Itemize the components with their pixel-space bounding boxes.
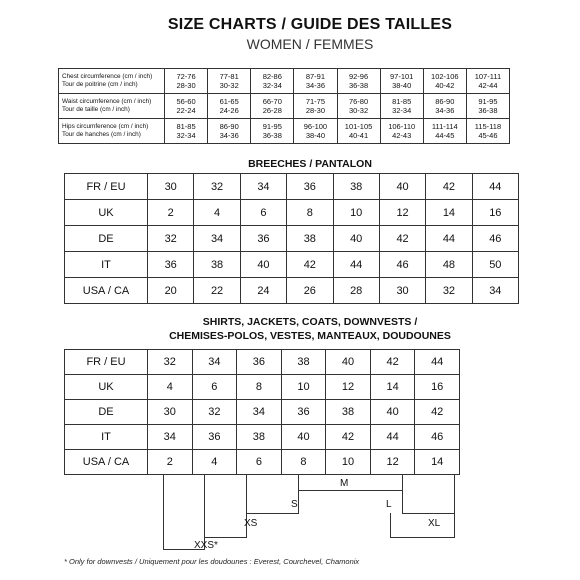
size-cell: 40 xyxy=(379,174,425,200)
size-cell: 34 xyxy=(148,425,193,450)
size-cell: 8 xyxy=(237,375,282,400)
size-system-label: IT xyxy=(65,252,148,278)
size-cell: 16 xyxy=(472,200,518,226)
size-cell: 42 xyxy=(426,174,472,200)
size-cell: 32 xyxy=(148,226,194,252)
measure-cell xyxy=(165,119,208,144)
size-cell: 14 xyxy=(370,375,415,400)
size-cell: 38 xyxy=(237,425,282,450)
measure-cell xyxy=(208,94,251,119)
measure-cm: 92-96 xyxy=(348,72,369,81)
size-cell: 42 xyxy=(287,252,333,278)
measure-cm: 77-81 xyxy=(219,72,239,81)
measure-cell xyxy=(251,94,294,119)
measure-label-fr: Tour de hanches (cm / inch) xyxy=(62,131,141,138)
size-cell: 40 xyxy=(281,425,326,450)
measure-cell xyxy=(294,119,337,144)
size-row xyxy=(65,350,460,375)
size-system-label: UK xyxy=(65,200,148,226)
size-cell: 22 xyxy=(194,278,240,304)
measure-cm: 91-95 xyxy=(262,122,282,131)
measure-inch: 30-32 xyxy=(348,106,369,115)
size-cell: 44 xyxy=(426,226,472,252)
size-cell: 42 xyxy=(415,400,460,425)
size-cell: 34 xyxy=(194,226,240,252)
size-cell: 24 xyxy=(240,278,286,304)
measure-inch: 40-42 xyxy=(435,81,455,90)
measure-label-en: Hips circumference (cm / inch) xyxy=(62,123,149,130)
size-cell: 40 xyxy=(370,400,415,425)
measure-cm: 86-90 xyxy=(435,97,455,106)
size-cell: 44 xyxy=(370,425,415,450)
measure-cm: 101-105 xyxy=(344,122,373,131)
size-cell: 34 xyxy=(237,400,282,425)
measure-inch: 38-40 xyxy=(392,81,412,90)
size-system-label: USA / CA xyxy=(65,450,148,475)
measure-label xyxy=(59,119,165,144)
measure-inch: 30-32 xyxy=(219,81,239,90)
footnote: * Only for downvests / Uniquement pour les doudounes : Everest, Courchevel, Chamonix xyxy=(64,557,360,566)
measure-cell xyxy=(165,94,208,119)
measure-cm: 106-110 xyxy=(388,122,416,131)
women-measure-row xyxy=(59,94,510,119)
size-cell: 40 xyxy=(333,226,379,252)
measure-cell xyxy=(165,69,208,94)
measure-cm: 97-101 xyxy=(390,72,414,81)
measure-cm: 81-85 xyxy=(392,97,412,106)
size-cell: 16 xyxy=(415,375,460,400)
measure-cell xyxy=(466,94,509,119)
measure-inch: 34-36 xyxy=(435,106,455,115)
size-cell: 6 xyxy=(237,450,282,475)
size-system-label: USA / CA xyxy=(65,278,148,304)
size-cell: 36 xyxy=(192,425,237,450)
measure-cm: 91-95 xyxy=(478,97,498,106)
size-cell: 8 xyxy=(281,450,326,475)
size-cell: 6 xyxy=(192,375,237,400)
size-cell: 38 xyxy=(326,400,371,425)
measure-cm: 82-86 xyxy=(262,72,282,81)
measure-cm: 81-85 xyxy=(176,122,196,131)
measure-cm: 86-90 xyxy=(219,122,239,131)
measure-cm: 61-65 xyxy=(219,97,239,106)
size-cell: 36 xyxy=(148,252,194,278)
measure-cm: 56-60 xyxy=(176,97,196,106)
size-cell: 36 xyxy=(237,350,282,375)
measure-cell xyxy=(208,119,251,144)
size-cell: 4 xyxy=(192,450,237,475)
size-cell: 4 xyxy=(194,200,240,226)
measure-inch: 28-30 xyxy=(176,81,196,90)
measure-cell xyxy=(337,119,380,144)
measure-cell xyxy=(380,119,423,144)
measure-cm: 107-111 xyxy=(474,72,502,81)
size-row xyxy=(65,375,460,400)
size-cell: 8 xyxy=(287,200,333,226)
size-cell: 36 xyxy=(287,174,333,200)
measure-inch: 40-41 xyxy=(348,131,369,140)
size-cell: 26 xyxy=(287,278,333,304)
measure-cell xyxy=(294,69,337,94)
measure-inch: 26-28 xyxy=(262,106,282,115)
size-row xyxy=(65,226,519,252)
page-subtitle: WOMEN / FEMMES xyxy=(246,36,374,52)
size-row xyxy=(65,252,519,278)
measure-cell xyxy=(466,69,509,94)
measure-cell xyxy=(466,119,509,144)
shirts-heading-fr: CHEMISES-POLOS, VESTES, MANTEAUX, DOUDOUNES xyxy=(169,330,451,342)
size-cell: 46 xyxy=(379,252,425,278)
size-xxs-label: XXS* xyxy=(194,540,218,551)
page-title: SIZE CHARTS / GUIDE DES TAILLES xyxy=(167,16,453,33)
measure-cell xyxy=(380,94,423,119)
measure-cell xyxy=(337,69,380,94)
size-cell: 28 xyxy=(333,278,379,304)
measure-cm: 111-114 xyxy=(431,122,458,131)
women-measure-row xyxy=(59,119,510,144)
size-cell: 38 xyxy=(194,252,240,278)
size-xl-label: XL xyxy=(428,518,441,529)
size-cell: 30 xyxy=(148,400,193,425)
shirts-heading-en: SHIRTS, JACKETS, COATS, DOWNVESTS / xyxy=(202,316,418,328)
measure-inch: 36-38 xyxy=(478,106,498,115)
size-cell: 38 xyxy=(287,226,333,252)
size-cell: 2 xyxy=(148,200,194,226)
measure-cm: 96-100 xyxy=(303,122,328,131)
size-cell: 36 xyxy=(281,400,326,425)
measure-cell xyxy=(380,69,423,94)
size-system-label: DE xyxy=(65,226,148,252)
measure-cell xyxy=(294,94,337,119)
size-cell: 2 xyxy=(148,450,193,475)
size-system-label: FR / EU xyxy=(65,174,148,200)
size-cell: 44 xyxy=(472,174,518,200)
measure-inch: 32-34 xyxy=(392,106,412,115)
measure-cm: 76-80 xyxy=(348,97,369,106)
size-cell: 10 xyxy=(326,450,371,475)
measure-cm: 71-75 xyxy=(305,97,326,106)
measure-inch: 32-34 xyxy=(176,131,196,140)
measure-inch: 22-24 xyxy=(176,106,196,115)
size-cell: 14 xyxy=(426,200,472,226)
size-xs-label: XS xyxy=(244,518,258,529)
size-cell: 30 xyxy=(379,278,425,304)
measure-cell xyxy=(423,69,466,94)
size-cell: 36 xyxy=(240,226,286,252)
measure-cell xyxy=(423,94,466,119)
measure-cell xyxy=(337,94,380,119)
size-l-label: L xyxy=(386,499,392,510)
size-cell: 30 xyxy=(148,174,194,200)
size-cell: 6 xyxy=(240,200,286,226)
size-cell: 48 xyxy=(426,252,472,278)
measure-inch: 44-45 xyxy=(435,131,455,140)
size-cell: 40 xyxy=(326,350,371,375)
measure-inch: 45-46 xyxy=(478,131,498,140)
measure-inch: 36-38 xyxy=(262,131,282,140)
measure-inch: 24-26 xyxy=(219,106,239,115)
size-cell: 34 xyxy=(240,174,286,200)
measure-label xyxy=(59,69,165,94)
women-measurements-table xyxy=(58,68,510,144)
size-system-label: DE xyxy=(65,400,148,425)
measure-cm: 66-70 xyxy=(262,97,282,106)
measure-label-en: Chest circumference (cm / inch) xyxy=(62,73,153,80)
measure-inch: 28-30 xyxy=(305,106,326,115)
size-system-label: IT xyxy=(65,425,148,450)
measure-inch: 32-34 xyxy=(262,81,282,90)
size-cell: 50 xyxy=(472,252,518,278)
measure-inch: 42-44 xyxy=(478,81,498,90)
size-cell: 46 xyxy=(472,226,518,252)
measure-label xyxy=(59,94,165,119)
size-cell: 12 xyxy=(326,375,371,400)
measure-cm: 115-118 xyxy=(474,122,502,131)
measure-cm: 87-91 xyxy=(305,72,326,81)
measure-cm: 72-76 xyxy=(176,72,196,81)
measure-cell xyxy=(208,69,251,94)
measure-cell xyxy=(251,69,294,94)
size-cell: 12 xyxy=(379,200,425,226)
size-row xyxy=(65,425,460,450)
measure-label-en: Waist circumference (cm / inch) xyxy=(62,98,152,105)
size-cell: 20 xyxy=(148,278,194,304)
size-cell: 14 xyxy=(415,450,460,475)
size-system-label: UK xyxy=(65,375,148,400)
measure-label-fr: Tour de poitrine (cm / inch) xyxy=(62,81,138,88)
size-row xyxy=(65,174,519,200)
size-cell: 40 xyxy=(240,252,286,278)
size-cell: 10 xyxy=(281,375,326,400)
breeches-heading: BREECHES / PANTALON xyxy=(248,158,372,170)
size-cell: 32 xyxy=(192,400,237,425)
size-cell: 34 xyxy=(472,278,518,304)
size-cell: 32 xyxy=(426,278,472,304)
size-row xyxy=(65,450,460,475)
breeches-size-table xyxy=(64,173,519,304)
size-row xyxy=(65,400,460,425)
size-m-label: M xyxy=(340,478,349,489)
size-row xyxy=(65,278,519,304)
measure-inch: 34-36 xyxy=(305,81,326,90)
measure-cell xyxy=(251,119,294,144)
size-cell: 12 xyxy=(370,450,415,475)
size-cell: 44 xyxy=(333,252,379,278)
size-cell: 38 xyxy=(333,174,379,200)
size-cell: 42 xyxy=(326,425,371,450)
size-cell: 42 xyxy=(379,226,425,252)
size-cell: 32 xyxy=(194,174,240,200)
size-row xyxy=(65,200,519,226)
measure-cm: 102-106 xyxy=(431,72,459,81)
size-cell: 4 xyxy=(148,375,193,400)
size-cell: 38 xyxy=(281,350,326,375)
measure-label-fr: Tour de taille (cm / inch) xyxy=(62,106,130,113)
size-cell: 46 xyxy=(415,425,460,450)
women-measure-row xyxy=(59,69,510,94)
measure-inch: 34-36 xyxy=(219,131,239,140)
size-cell: 44 xyxy=(415,350,460,375)
size-s-label: S xyxy=(291,499,298,510)
shirts-size-table xyxy=(64,349,460,475)
measure-cell xyxy=(423,119,466,144)
size-system-label: FR / EU xyxy=(65,350,148,375)
size-cell: 10 xyxy=(333,200,379,226)
measure-inch: 38-40 xyxy=(305,131,326,140)
measure-inch: 36-38 xyxy=(348,81,369,90)
size-cell: 34 xyxy=(192,350,237,375)
measure-inch: 42-43 xyxy=(392,131,412,140)
size-cell: 32 xyxy=(148,350,193,375)
size-cell: 42 xyxy=(370,350,415,375)
